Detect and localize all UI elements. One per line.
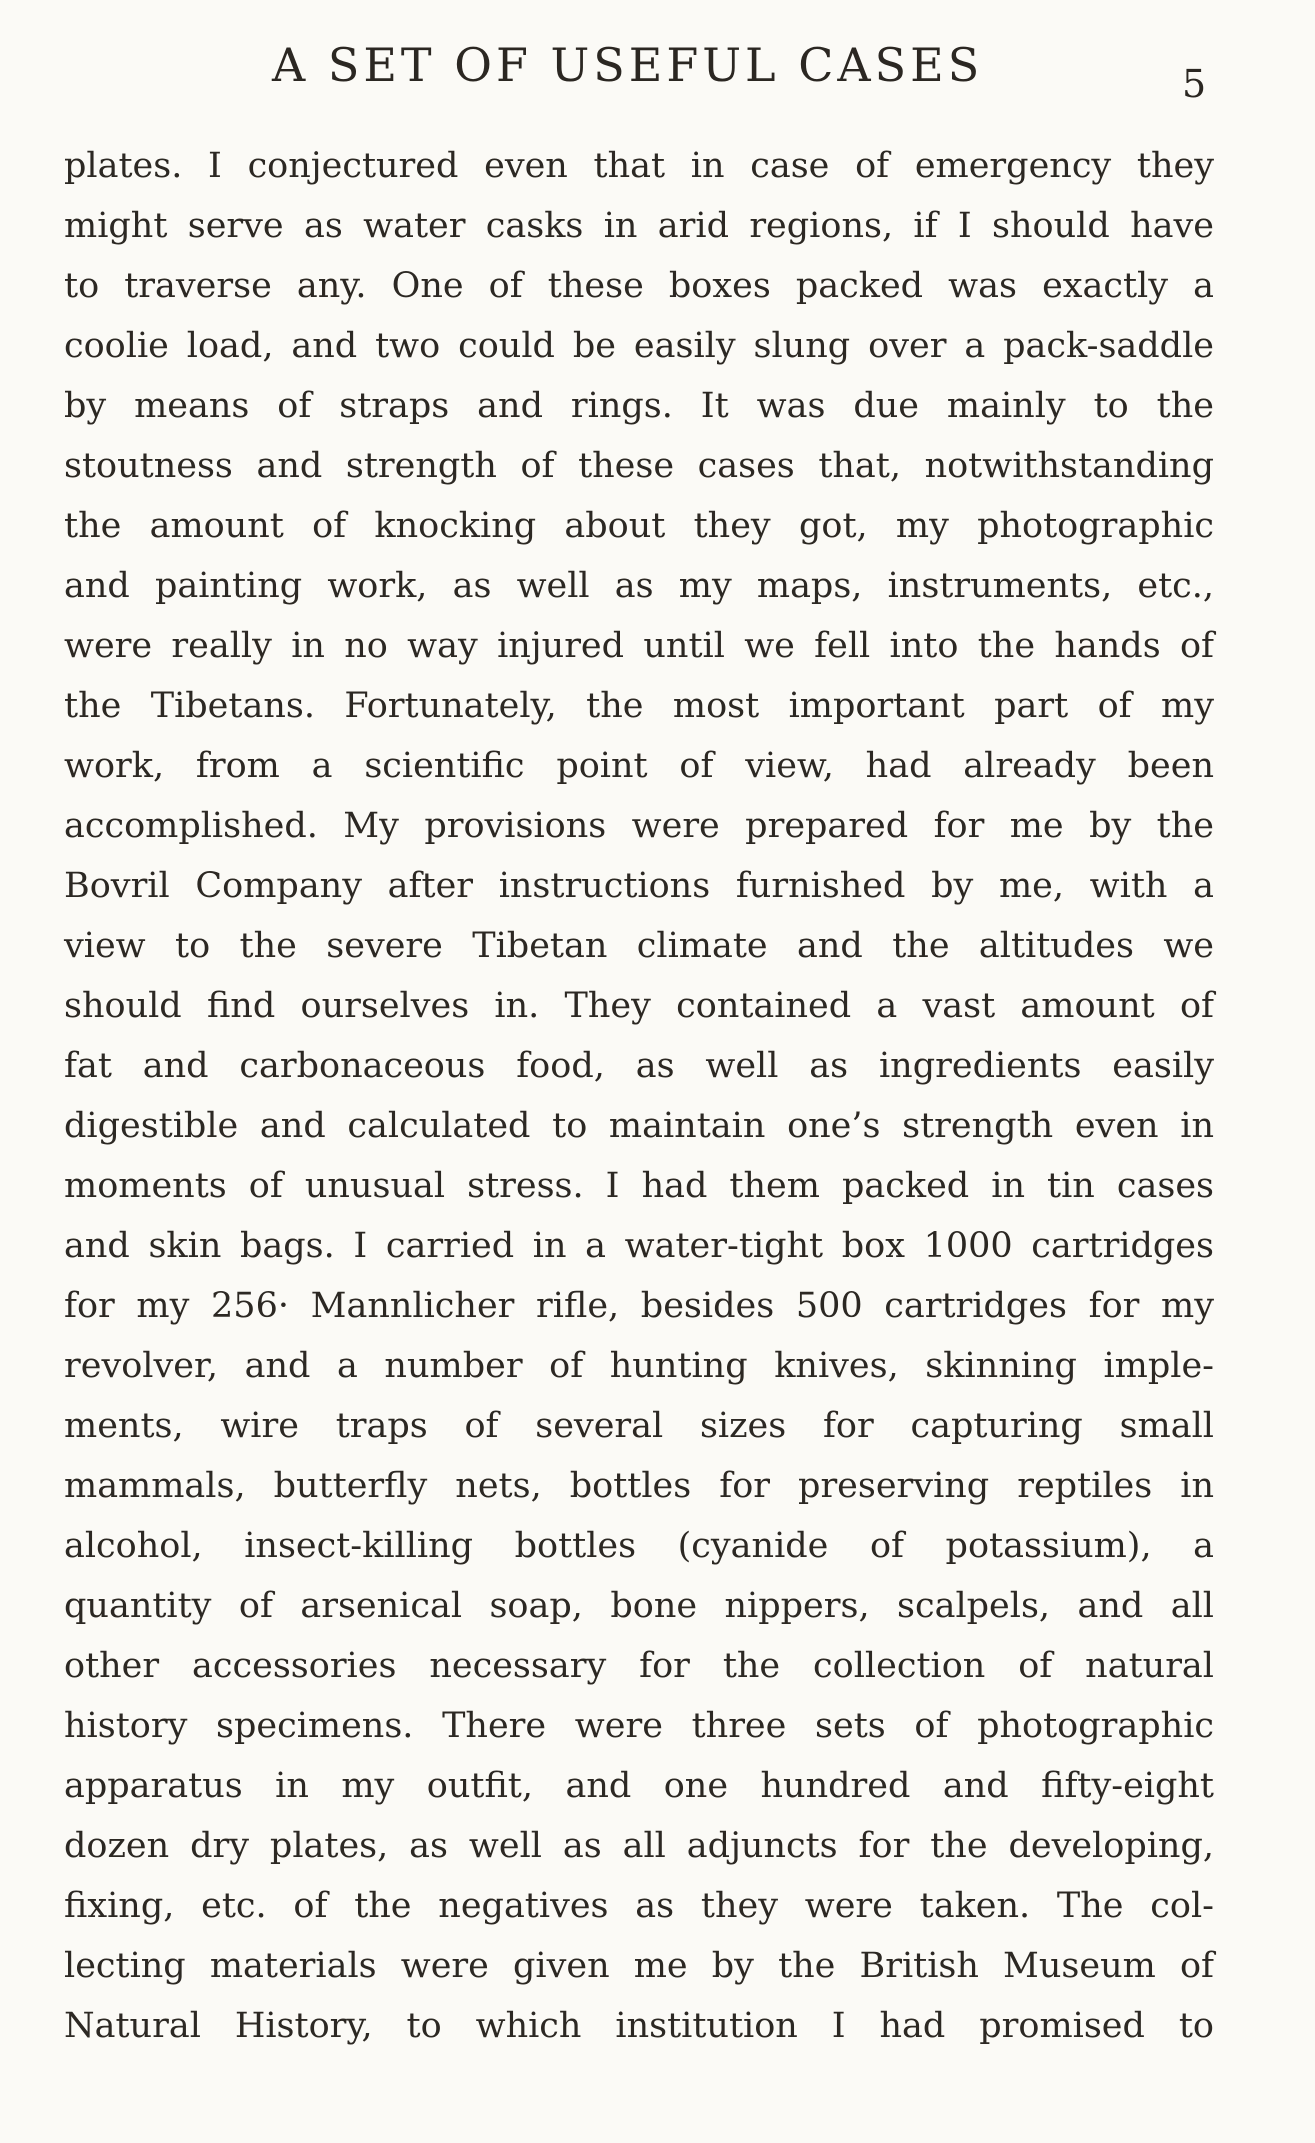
text-line: mammals, butterfly nets, bottles for preserving reptiles in bbox=[64, 1466, 1214, 1506]
text-line: to traverse any. One of these boxes packed was exactly a bbox=[64, 266, 1214, 306]
text-line: and skin bags. I carried in a water-tight box 1000 cartridges bbox=[64, 1226, 1214, 1266]
text-line: digestible and calculated to maintain one’s strength even in bbox=[64, 1106, 1214, 1146]
text-line: dozen dry plates, as well as all adjuncts for the developing, bbox=[64, 1826, 1214, 1866]
text-line: coolie load, and two could be easily slung over a pack-saddle bbox=[64, 326, 1214, 366]
text-line: revolver, and a number of hunting knives, skinning imple- bbox=[64, 1346, 1214, 1386]
text-line: ments, wire traps of several sizes for capturing small bbox=[64, 1406, 1214, 1446]
running-head bbox=[0, 38, 1315, 106]
text-line: accomplished. My provisions were prepared for me by the bbox=[64, 806, 1214, 846]
text-line: the Tibetans. Fortunately, the most important part of my bbox=[64, 686, 1214, 726]
text-line: Natural History, to which institution I had promised to bbox=[64, 2006, 1214, 2046]
text-line: lecting materials were given me by the British Museum of bbox=[64, 1946, 1214, 1986]
text-line: might serve as water casks in arid regions, if I should have bbox=[64, 206, 1214, 246]
text-line: Bovril Company after instructions furnished by me, with a bbox=[64, 866, 1214, 906]
text-line: should find ourselves in. They contained a vast amount of bbox=[64, 986, 1214, 1026]
text-line: were really in no way injured until we fell into the hands of bbox=[64, 626, 1214, 666]
text-line: apparatus in my outfit, and one hundred and fifty-eight bbox=[64, 1766, 1214, 1806]
text-line: and painting work, as well as my maps, instruments, etc., bbox=[64, 566, 1214, 606]
text-line: history specimens. There were three sets of photographic bbox=[64, 1706, 1214, 1746]
body-text bbox=[64, 136, 1214, 2056]
text-line: other accessories necessary for the collection of natural bbox=[64, 1646, 1214, 1686]
text-line: for my 256· Mannlicher rifle, besides 500 cartridges for my bbox=[64, 1286, 1214, 1326]
text-line: by means of straps and rings. It was due mainly to the bbox=[64, 386, 1214, 426]
text-line: fixing, etc. of the negatives as they were taken. The col- bbox=[64, 1886, 1214, 1926]
text-line: view to the severe Tibetan climate and the altitudes we bbox=[64, 926, 1214, 966]
text-line: quantity of arsenical soap, bone nippers, scalpels, and all bbox=[64, 1586, 1214, 1626]
page-number: 5 bbox=[1182, 62, 1207, 106]
text-line: moments of unusual stress. I had them packed in tin cases bbox=[64, 1166, 1214, 1206]
text-line: plates. I conjectured even that in case of emergency they bbox=[64, 146, 1214, 186]
text-line: fat and carbonaceous food, as well as ingredients easily bbox=[64, 1046, 1214, 1086]
text-line: work, from a scientific point of view, had already been bbox=[64, 746, 1214, 786]
text-line: the amount of knocking about they got, my photographic bbox=[64, 506, 1214, 546]
text-line: stoutness and strength of these cases that, notwithstanding bbox=[64, 446, 1214, 486]
text-line: alcohol, insect-killing bottles (cyanide of potassium), a bbox=[64, 1526, 1214, 1566]
running-title: A SET OF USEFUL CASES bbox=[272, 38, 984, 92]
